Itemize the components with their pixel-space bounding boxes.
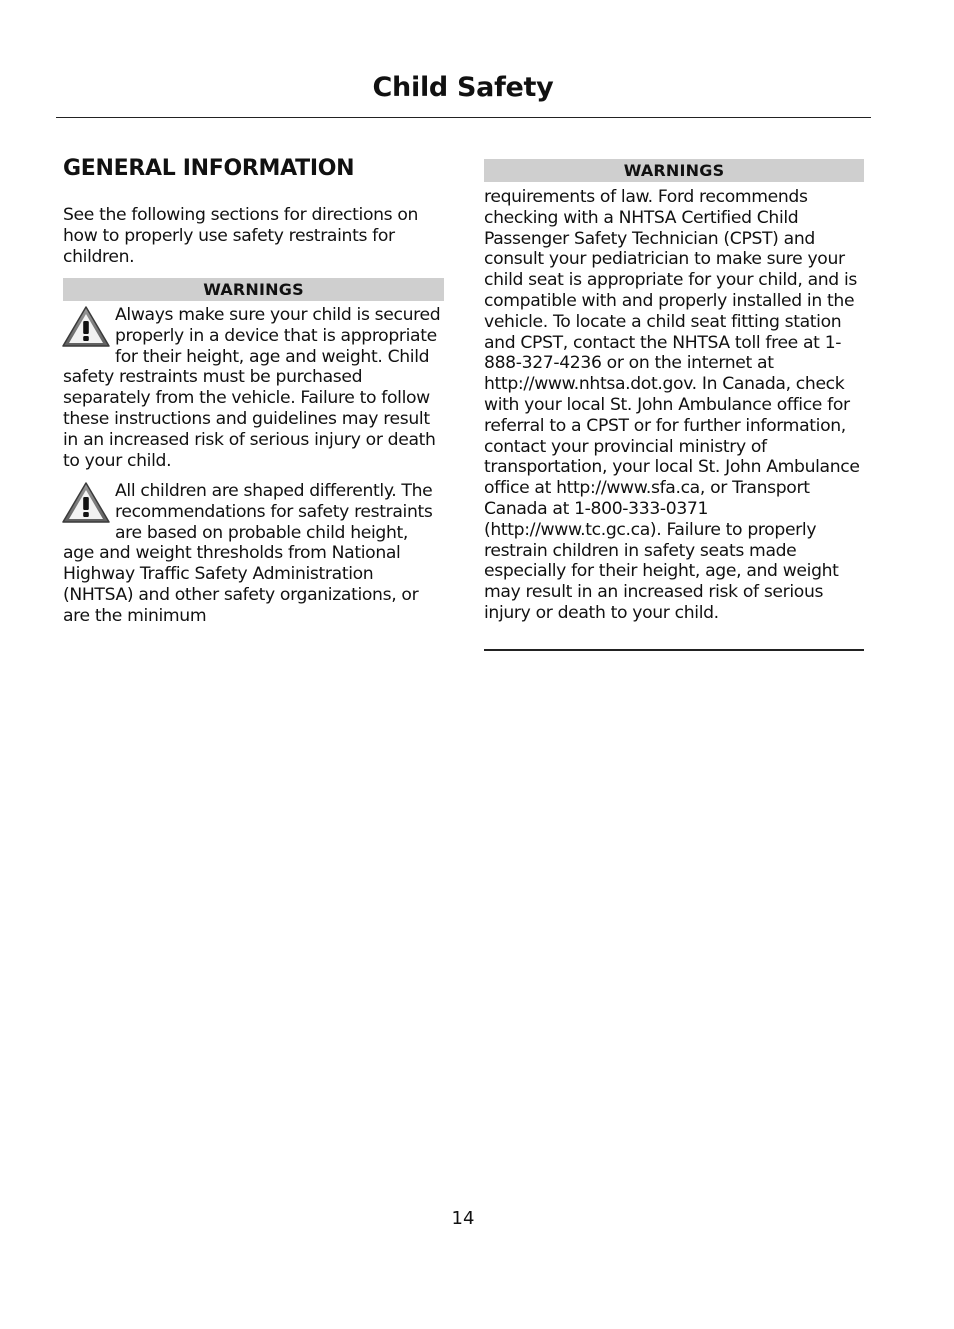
warning-text: All children are shaped differently. The recommendations for safety restraints are based on probable child height, age and weight thresholds from National Highway Traffic Safety Administration (NHTSA) and other safety organizations, or are the minimum (63, 481, 433, 626)
intro-paragraph: See the following sections for directions on how to properly use safety restraints for children. (63, 205, 419, 267)
page-number: 14 (451, 1208, 475, 1229)
title-divider (56, 117, 871, 118)
section-heading: GENERAL INFORMATION (63, 156, 355, 181)
warning-triangle-icon (61, 305, 111, 349)
warnings-end-divider (484, 649, 864, 651)
page-title: Child Safety (372, 72, 554, 103)
warning-text: Always make sure your child is secured properly in a device that is appropriate for their height, age and weight. Child safety restraints must be purchased separately from the vehicle. Failure to follow these instructions and guidelines may result in an increased risk of serious injury or death to your child. (63, 305, 441, 471)
warning-continued-text: requirements of law. Ford recommends checking with a NHTSA Certified Child Passenger Safety Technician (CPST) and consult your pediatrician to make sure your child seat is appropriate for your child, and is compatible with and properly installed in the vehicle. To locate a child seat fitting station and CPST, contact the NHTSA toll free at 1-888-327-4236 or on the internet at http://www.nhtsa.dot.gov. In Canada, check with your local St. John Ambulance office for referral to a CPST or for further information, contact your provincial ministry of transportation, your local St. John Ambulance office at http://www.sfa.ca, or Transport Canada at 1-800-333-0371 (http://www.tc.gc.ca). Failure to properly restrain children in safety seats made especially for their height, age, and weight may result in an increased risk of serious injury or death to your child. (484, 187, 860, 623)
warnings-header: WARNINGS (484, 159, 864, 182)
warnings-header: WARNINGS (63, 278, 444, 301)
warning-item (63, 481, 444, 627)
warning-item (63, 305, 444, 471)
warning-triangle-icon (61, 481, 111, 525)
